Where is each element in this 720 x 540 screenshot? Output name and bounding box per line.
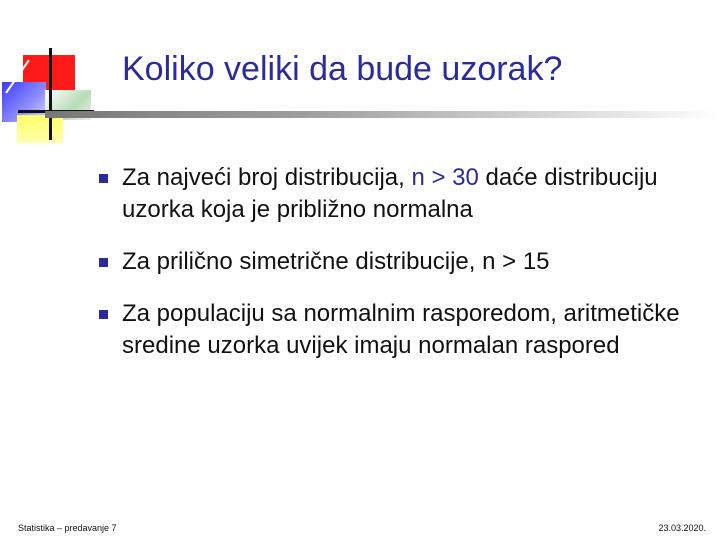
- bullet-item: [96, 246, 696, 278]
- bullet-text: Za populaciju sa normalnim rasporedom, aritmetičke sredine uzorka uvijek imaju normalan raspored: [122, 300, 680, 359]
- square-bullet-icon: [99, 258, 108, 267]
- square-bullet-icon: [99, 174, 108, 183]
- square-bullet-icon: [99, 310, 108, 319]
- bullet-text-prefix: Za najveći broj distribucija,: [122, 164, 412, 191]
- yellow-square: [17, 115, 63, 143]
- footer-course-label: Statistika – predavanje 7: [18, 523, 117, 533]
- bullet-item: [96, 162, 696, 226]
- bullet-text-suffix: daće distribuciju uzorka koja je približno normalna: [122, 164, 658, 223]
- bullet-list: [96, 162, 696, 382]
- colored-squares-logo: [0, 40, 100, 150]
- bullet-item: [96, 298, 696, 362]
- title-underline-rule: [45, 111, 720, 118]
- slide-title: Koliko veliki da bude uzorak?: [122, 50, 563, 88]
- footer-date: 23.03.2020.: [658, 523, 706, 533]
- logo-vertical-line: [49, 48, 52, 140]
- bullet-text: [122, 164, 658, 223]
- bullet-text: Za prilično simetrične distribucije, n > 15: [122, 248, 550, 275]
- bullet-highlight: n > 30: [411, 164, 479, 191]
